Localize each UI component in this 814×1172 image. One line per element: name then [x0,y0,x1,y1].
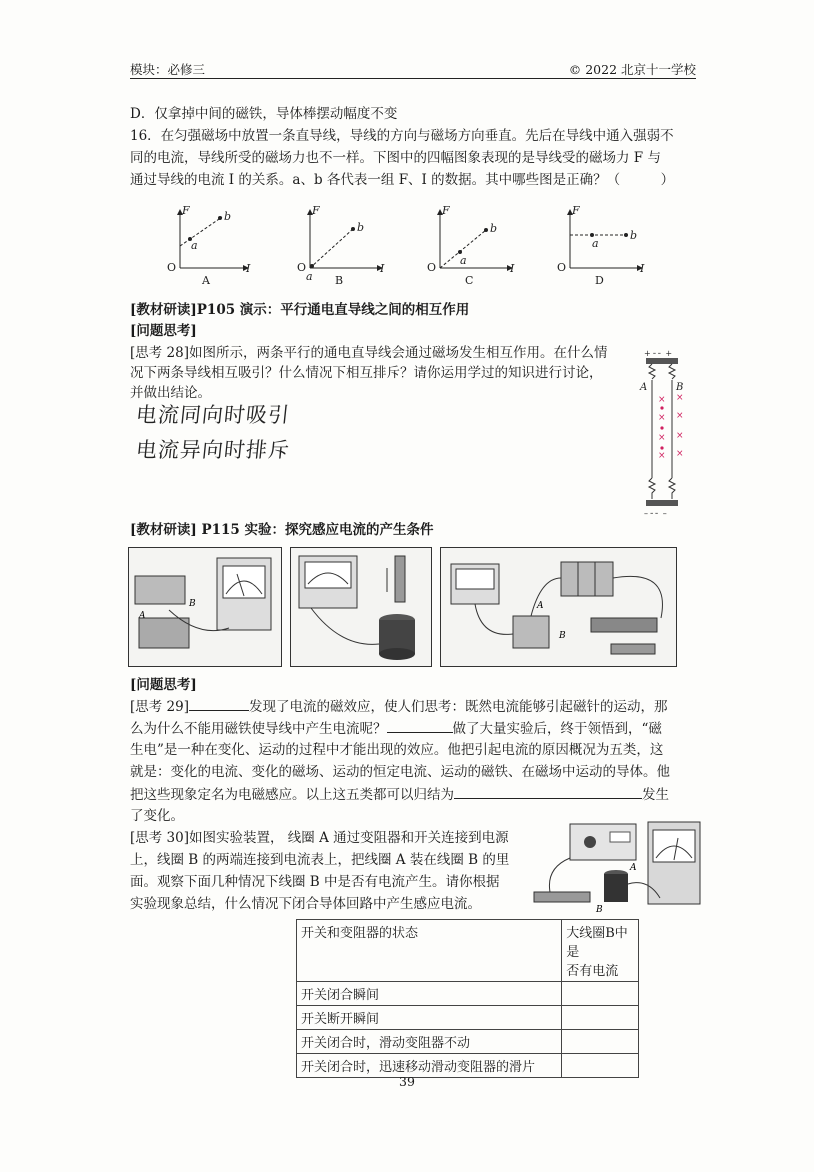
think28-line2: 况下两条导线相互吸引？什么情况下相互排斥？请你运用学过的知识进行讨论， [130,365,603,381]
coil-apparatus-photo [530,818,706,918]
svg-text:×: × [676,411,684,421]
graph-c [427,204,515,287]
section2-subtitle: [问题思考] [130,677,197,693]
graph-c-point-b: b [490,222,498,235]
graph-d [557,204,645,287]
result-cell[interactable] [562,1030,639,1054]
svg-text:B: B [596,905,603,915]
graph-c-origin: O [427,261,437,274]
think30-line4: 实验现象总结，什么情况下闭合导体回路中产生感应电流。 [130,896,481,912]
graph-d-y-label: F [572,204,580,217]
think29-line3: 生电”是一种在变化、运动的过程中才能出现的效应。他把引起电流的原因概况为五类，这 [130,742,664,758]
graph-a-option: A [202,274,210,287]
section2-title: [教材研读] P115 实验：探究感应电流的产生条件 [130,522,434,538]
result-cell[interactable] [562,1006,639,1030]
graph-a-point-a: a [191,239,198,252]
think29-line5: 把这些现象定名为电磁感应。以上这五类都可以归结为 发生 [130,784,669,805]
handwritten-answer-1: 电流同向时吸引 [134,403,292,427]
svg-text:– ╴╴ –: – ╴╴ – [644,509,667,518]
graph-d-point-b: b [630,229,638,242]
q16-line1: 16．在匀强磁场中放置一条直导线，导线的方向与磁场方向垂直。先后在导线中通入强弱不 [130,128,674,144]
svg-text:×: × [676,431,684,441]
svg-text:×: × [658,433,666,443]
think30-line3: 面。观察下面几种情况下线圈 B 中是否有电流产生。请你根据 [130,874,500,890]
svg-text:A: A [537,601,544,611]
header-state: 开关和变阻器的状态 [297,920,562,982]
photo-label-b: B [189,599,196,609]
graph-c-option: C [465,274,474,287]
header-result: 大线圈B中是 否有电流 [562,920,639,982]
svg-text:×: × [676,393,684,403]
q16-line2: 同的电流，导线所受的磁场力也不一样。下图中的四幅图象表现的是导线受的磁场力 F 与 [130,150,661,166]
graph-d-option: D [595,274,604,287]
school-label: © 2022 北京十一学校 [568,62,696,77]
wire-label-a: A [640,382,648,393]
result-cell[interactable] [562,982,639,1006]
table-row: 开关闭合瞬间 [297,982,639,1006]
think29-line4: 就是：变化的电流、变化的磁场、运动的恒定电流、运动的磁铁、在磁场中运动的导体。他 [130,764,670,780]
section1-subtitle: [问题思考] [130,323,197,339]
graph-c-x-label: I [510,262,515,275]
think29-line2: 么为什么不能用磁铁使导线中产生电流呢？ 做了大量实验后，终于领悟到，“磁 [130,718,662,739]
wire-label-b: B [676,382,684,393]
svg-text:A: A [630,863,637,873]
table-row: 开关闭合时，滑动变阻器不动 [297,1030,639,1054]
handwritten-answer-2: 电流异向时排斥 [134,438,292,462]
table-row: 开关闭合时，迅速移动滑动变阻器的滑片 [297,1054,639,1078]
section1-title: [教材研读]P105 演示：平行通电直导线之间的相互作用 [130,302,470,318]
q16-graphs [160,200,660,290]
graph-a-point-b: b [224,210,232,223]
graph-d-point-a: a [592,237,599,250]
experiment-photo-3 [440,547,677,667]
answer-blank-3[interactable] [454,784,642,799]
graph-d-origin: O [557,261,567,274]
table-row: 开关断开瞬间 [297,1006,639,1030]
photo-label-a: A [139,611,146,621]
page-header [130,58,696,79]
table-header-row [297,920,639,982]
graph-c-y-label: F [442,204,450,217]
observation-table [296,919,639,1078]
svg-text:×: × [658,413,666,423]
graph-b-option: B [335,274,344,287]
graph-b [297,204,385,287]
graph-a-x-label: I [246,262,251,275]
q16-line3: 通过导线的电流 I 的关系。a、b 各代表一组 F、I 的数据。其中哪些图是正确？（ ） [130,172,675,188]
think29-line1: [思考 29] 发现了电流的磁效应，使人们思考：既然电流能够引起磁针的运动，那 [130,696,668,717]
graph-a [167,204,251,287]
graph-b-point-a: a [306,270,313,283]
module-label: 模块：必修三 [130,62,206,77]
graph-a-origin: O [167,261,177,274]
graph-c-point-a: a [460,254,467,267]
think30-line2: 上，线圈 B 的两端连接到电流表上，把线圈 A 装在线圈 B 的里 [130,852,510,868]
svg-text:+ ╴╴ +: + ╴╴ + [644,350,673,358]
answer-blank-2[interactable] [387,718,453,733]
parallel-wires-figure [638,350,688,518]
answer-blank-1[interactable] [189,696,249,711]
experiment-photo-2 [290,547,432,667]
experiment-photo-1 [128,547,282,667]
svg-text:B: B [559,631,566,641]
graph-b-origin: O [297,261,307,274]
graph-a-y-label: F [182,204,190,217]
svg-text:×: × [658,451,666,461]
graph-b-point-b: b [357,221,365,234]
graph-b-y-label: F [312,204,320,217]
graph-b-x-label: I [380,262,385,275]
think30-line1: [思考 30]如图实验装置， 线圈 A 通过变阻器和开关连接到电源 [130,830,509,846]
think28-line3: 并做出结论。 [130,385,211,401]
svg-text:×: × [658,395,666,405]
think28-line1: [思考 28]如图所示，两条平行的通电直导线会通过磁场发生相互作用。在什么情 [130,345,608,361]
think29-line6: 了变化。 [130,808,184,824]
q15-option-d: D．仅拿掉中间的磁铁，导体棒摆动幅度不变 [130,106,398,122]
graph-d-x-label: I [640,262,645,275]
svg-text:×: × [676,449,684,459]
page-number: 39 [399,1074,415,1089]
